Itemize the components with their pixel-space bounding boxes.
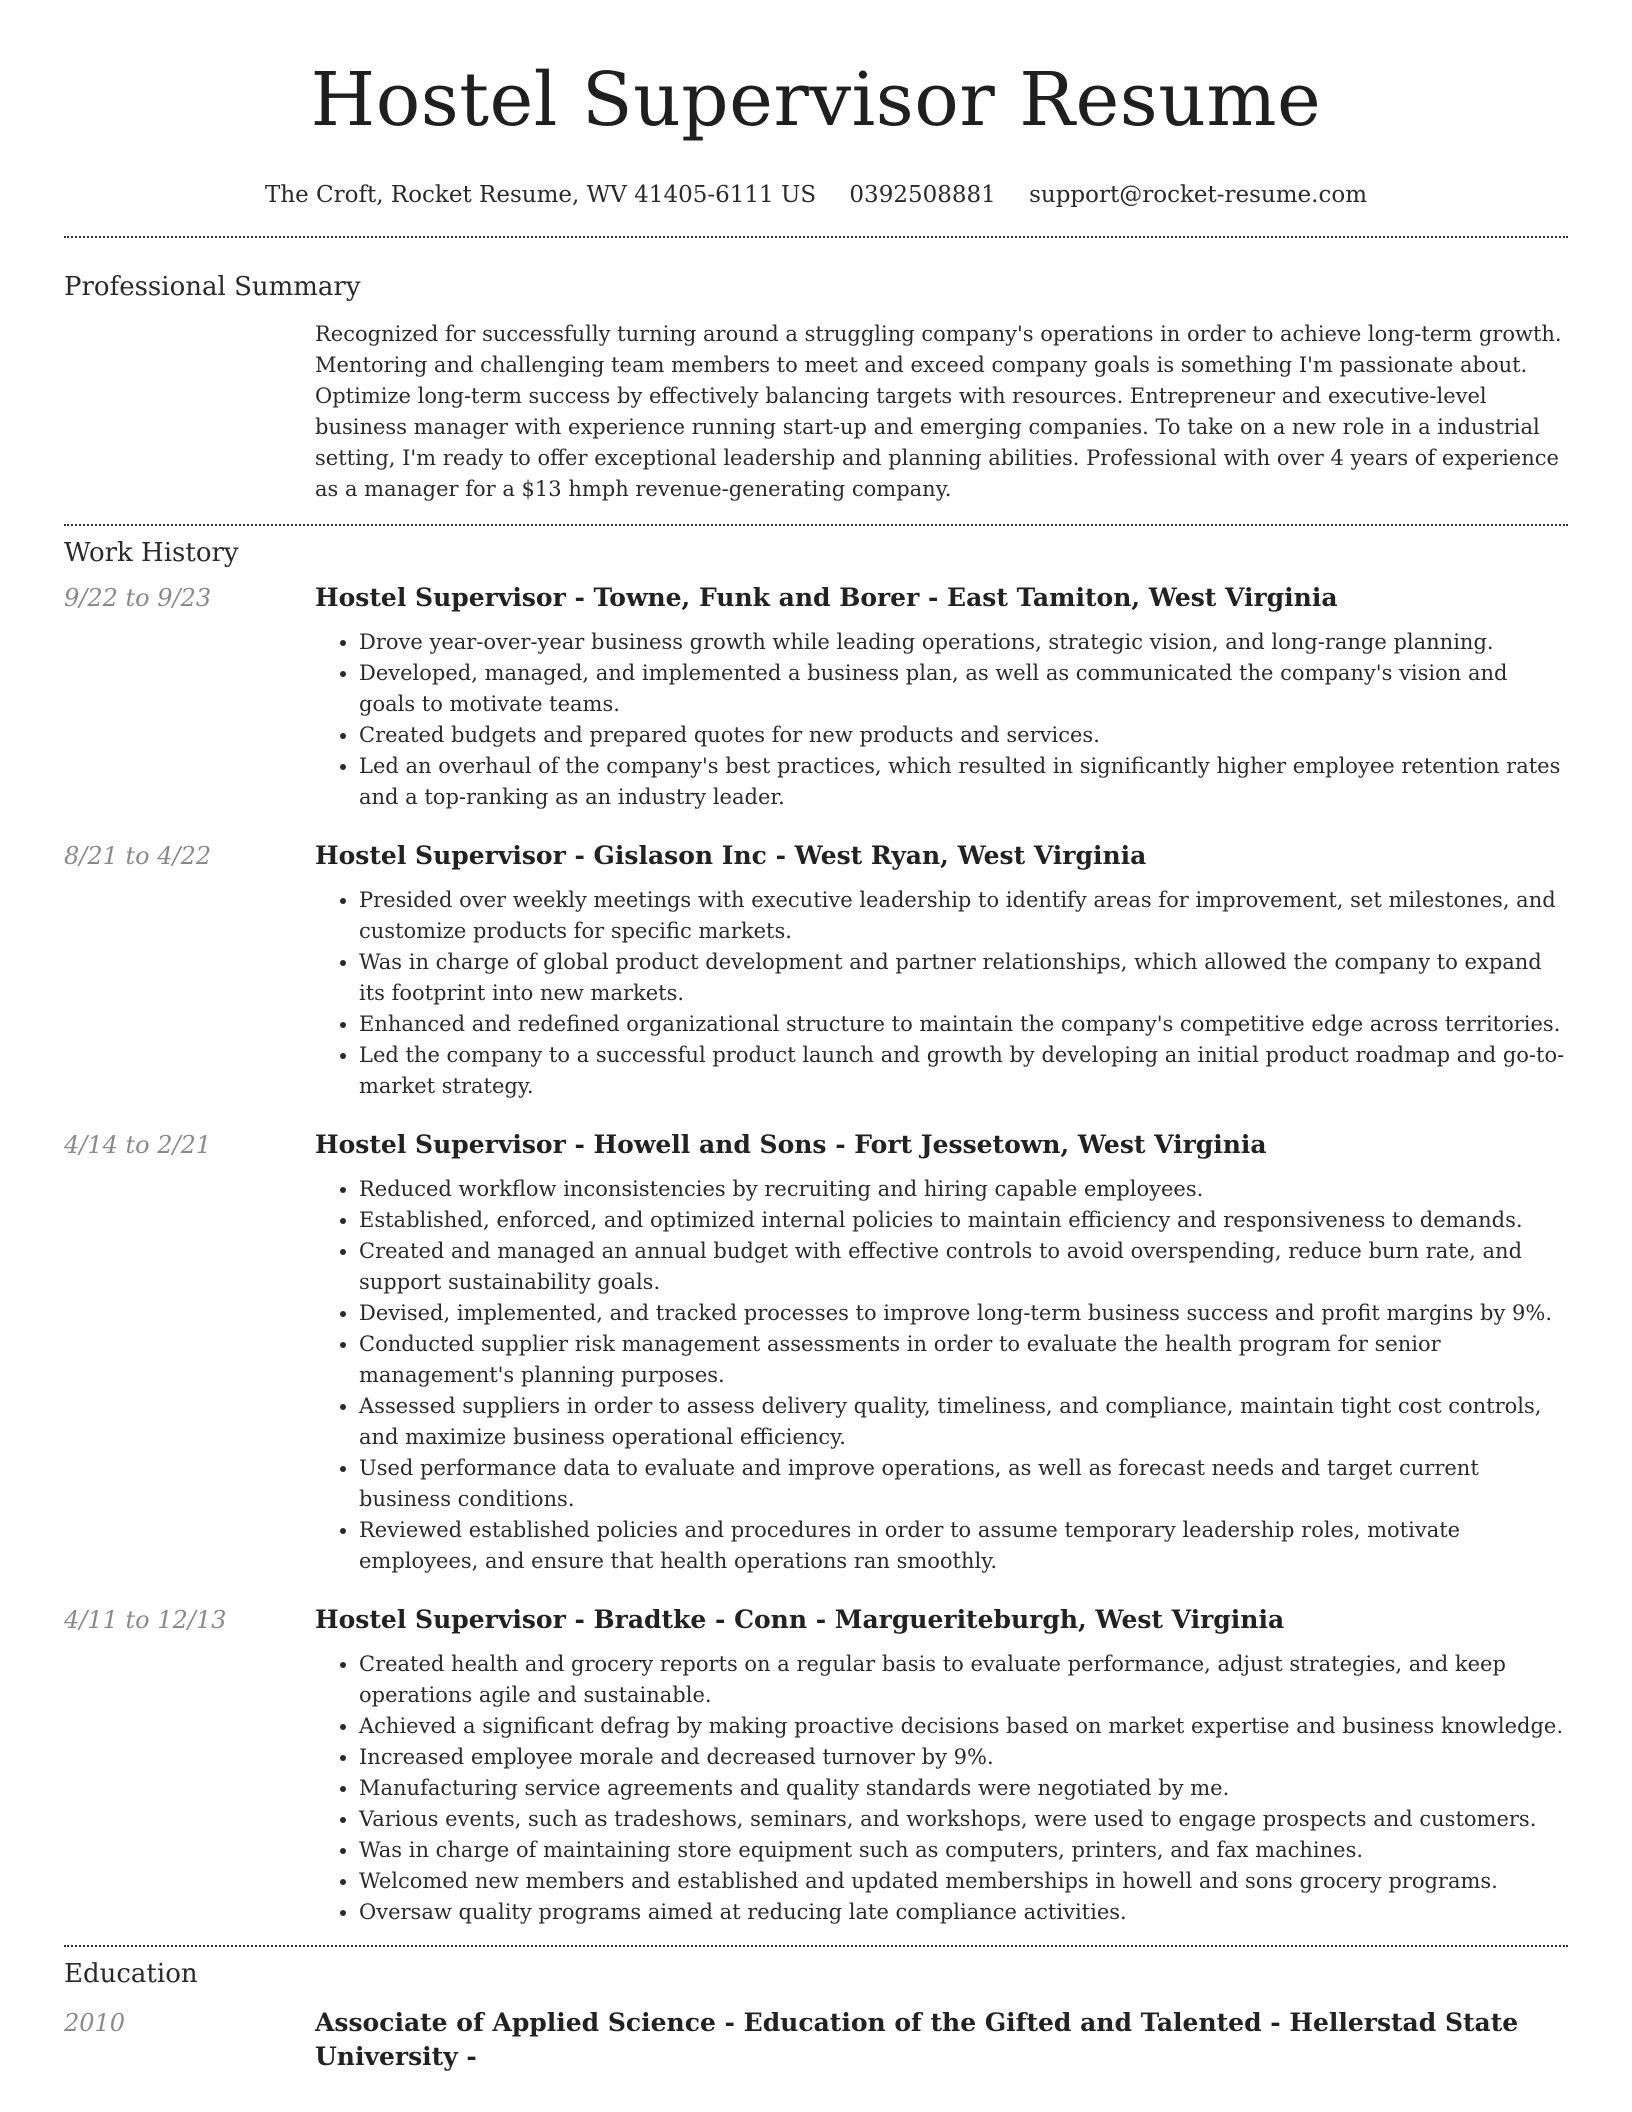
contact-email: support@rocket-resume.com [1029, 182, 1368, 208]
education-section [64, 1956, 1568, 2074]
job-dates: 9/22 to 9/23 [64, 584, 212, 612]
job-bullet: • Increased employee morale and decreased turnover by 9%. [359, 1742, 1568, 1773]
job-dates: 4/11 to 12/13 [64, 1606, 227, 1634]
job-bullet: • Reduced workflow inconsistencies by recruiting and hiring capable employees. [359, 1174, 1568, 1205]
contact-phone: 0392508881 [849, 182, 996, 208]
job-bullet: • Was in charge of maintaining store equipment such as computers, printers, and fax machines. [359, 1835, 1568, 1866]
job-bullet: • Led the company to a successful product launch and growth by developing an initial product roadmap and go-to-market strategy. [359, 1040, 1568, 1102]
job-bullet: • Created health and grocery reports on a regular basis to evaluate performance, adjust strategies, and keep operations agile and sustainable. [359, 1649, 1568, 1711]
job-bullet: • Oversaw quality programs aimed at reducing late compliance activities. [359, 1897, 1568, 1928]
resume-page [64, 0, 1568, 2074]
resume-title: Hostel Supervisor Resume [310, 57, 1322, 143]
job-bullet: • Developed, managed, and implemented a business plan, as well as communicated the company's vision and goals to motivate teams. [359, 658, 1568, 720]
work-history-section [64, 535, 1568, 1928]
education-heading: Education [64, 1959, 198, 1989]
contact-line [64, 180, 1568, 210]
job-bullet: • Various events, such as tradeshows, seminars, and workshops, were used to engage prospects and customers. [359, 1804, 1568, 1835]
job-bullet: • Manufacturing service agreements and quality standards were negotiated by me. [359, 1773, 1568, 1804]
job-entry [64, 1128, 1568, 1577]
job-title: Hostel Supervisor - Howell and Sons - Fort Jessetown, West Virginia [315, 1130, 1267, 1159]
education-title: Associate of Applied Science - Education of the Gifted and Talented - Hellerstad State University - [315, 2008, 1519, 2071]
work-divider [64, 1945, 1568, 1947]
job-bullet: • Drove year-over-year business growth while leading operations, strategic vision, and long-range planning. [359, 627, 1568, 658]
job-bullet: • Enhanced and redefined organizational structure to maintain the company's competitive edge across territories. [359, 1009, 1568, 1040]
job-bullet: • Reviewed established policies and procedures in order to assume temporary leadership roles, motivate employees, and ensure that health operations ran smoothly. [359, 1515, 1568, 1577]
job-bullets [315, 1174, 1568, 1577]
job-entry [64, 1603, 1568, 1928]
summary-text: Recognized for successfully turning around a struggling company's operations in order to achieve long-term growth. Mentoring and challenging team members to meet and exceed company goals is something I'm passionate about. Optimize long-term success by effectively balancing targets with resources. Entrepreneur and executive-level business manager with experience running start-up and emerging companies. To take on a new role in a industrial setting, I'm ready to offer exceptional leadership and planning abilities. Professional with over 4 years of experience as a manager for a $13 hmph revenue-generating company. [315, 322, 1562, 501]
summary-divider [64, 524, 1568, 526]
contact-address: The Croft, Rocket Resume, WV 41405-6111 US [264, 182, 817, 208]
job-title: Hostel Supervisor - Gislason Inc - West Ryan, West Virginia [315, 841, 1147, 870]
job-dates: 4/14 to 2/21 [64, 1131, 212, 1159]
job-bullet: • Established, enforced, and optimized internal policies to maintain efficiency and responsiveness to demands. [359, 1205, 1568, 1236]
job-bullet: • Was in charge of global product development and partner relationships, which allowed the company to expand its footprint into new markets. [359, 947, 1568, 1009]
job-dates: 8/21 to 4/22 [64, 842, 212, 870]
job-bullet: • Created budgets and prepared quotes for new products and services. [359, 720, 1568, 751]
job-bullet: • Used performance data to evaluate and improve operations, as well as forecast needs and target current business conditions. [359, 1453, 1568, 1515]
job-title: Hostel Supervisor - Bradtke - Conn - Margueriteburgh, West Virginia [315, 1605, 1285, 1634]
job-bullets [315, 885, 1568, 1102]
job-bullet: • Conducted supplier risk management assessments in order to evaluate the health program for senior management's planning purposes. [359, 1329, 1568, 1391]
header-divider [64, 236, 1568, 238]
job-bullet: • Achieved a significant defrag by making proactive decisions based on market expertise and business knowledge. [359, 1711, 1568, 1742]
education-entry [64, 2006, 1568, 2074]
education-year: 2010 [64, 2009, 126, 2037]
job-bullet: • Led an overhaul of the company's best practices, which resulted in significantly higher employee retention rates and a top-ranking as an industry leader. [359, 751, 1568, 813]
job-bullet: • Created and managed an annual budget with effective controls to avoid overspending, reduce burn rate, and support sustainability goals. [359, 1236, 1568, 1298]
job-entry [64, 839, 1568, 1102]
job-bullet: • Assessed suppliers in order to assess delivery quality, timeliness, and compliance, maintain tight cost controls, and maximize business operational efficiency. [359, 1391, 1568, 1453]
job-bullet: • Presided over weekly meetings with executive leadership to identify areas for improvement, set milestones, and customize products for specific markets. [359, 885, 1568, 947]
job-bullet: • Welcomed new members and established and updated memberships in howell and sons grocery programs. [359, 1866, 1568, 1897]
job-bullets [315, 1649, 1568, 1928]
job-bullets [315, 627, 1568, 813]
job-bullet: • Devised, implemented, and tracked processes to improve long-term business success and profit margins by 9%. [359, 1298, 1568, 1329]
work-history-heading: Work History [64, 538, 239, 568]
job-entry [64, 581, 1568, 813]
summary-heading: Professional Summary [64, 272, 361, 302]
job-title: Hostel Supervisor - Towne, Funk and Borer - East Tamiton, West Virginia [315, 583, 1338, 612]
summary-section [64, 269, 1568, 505]
